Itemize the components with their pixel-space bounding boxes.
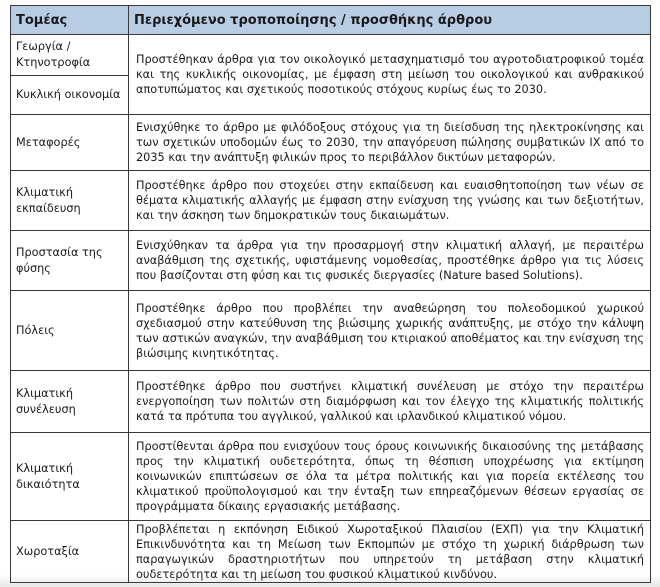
content-text: Ενισχύθηκαν τα άρθρα για την προσαρμογή στην κλιματική αλλαγή, με περαιτέρω αναβάθμιση της σχετικής, υφιστάμενης νομοθεσίας, προστέθηκε άρθρο για τις λύσεις που βασίζονται στη φύση και τις φυσικές διεργασίες (Nature based Solutions). — [136, 239, 644, 282]
sector-cell: Γεωργία / Κτηνοτροφία — [11, 35, 129, 76]
header-content: Περιεχόμενο τροποποίησης / προσθήκης άρθρου — [129, 6, 651, 35]
table-row — [11, 35, 651, 76]
content-cell — [129, 291, 651, 371]
sector-cell: Κυκλική οικονομία — [11, 76, 129, 115]
table-header-row — [11, 6, 651, 35]
table-row — [11, 371, 651, 433]
content-text: Προβλέπεται η εκπόνηση Ειδικού Χωροταξικού Πλαισίου (ΕΧΠ) για την Κλιματική Επικινδυνότητα και τη Μείωση των Εκπομπών με στόχο τη χωρική διάρθρωση των παραγωγικών δραστηριοτήτων που υπηρετούν τη μετάβαση στην κλιματική ουδετερότητα και τη μείωση του φυσικού κλιματικού κινδύνου. — [136, 522, 644, 581]
content-cell — [129, 115, 651, 171]
content-cell — [129, 521, 651, 583]
content-cell — [129, 35, 651, 115]
content-cell — [129, 371, 651, 433]
sector-cell: Χωροταξία — [11, 521, 129, 583]
table-row — [11, 115, 651, 171]
sector-cell: Κλιματική δικαιότητα — [11, 433, 129, 521]
table-row — [11, 521, 651, 583]
sector-cell: Μεταφορές — [11, 115, 129, 171]
content-text: Προστέθηκε άρθρο που συστήνει κλιματική συνέλευση με στόχο την περαιτέρω ενεργοποίηση των πολιτών στη διαμόρφωση και τον έλεγχο της κλιματικής πολιτικής κατά τα πρότυπα του αγγλικού, γαλλικού και ιρλανδικού κλιματικού νόμου. — [136, 380, 644, 423]
content-cell — [129, 171, 651, 231]
content-text: Προστίθενται άρθρα που ενισχύουν τους όρους κοινωνικής δικαιοσύνης της μετάβασης προς την κλιματική ουδετερότητα, όπως τη θέσπιση υποχρέωσης για εκτίμηση κοινωνικών επιπτώσεων σε όλα τα μέτρα πολιτικής και για πορεία εκτέλεσης του κλιματικού προϋπολογισμού και την ένταξη των επηρεαζόμενων θέσεων εργασίας σε προγράμματα δίκαιης εργασιακής μετάβασης. — [136, 440, 644, 513]
table-row — [11, 231, 651, 291]
content-cell — [129, 231, 651, 291]
content-text: Προστέθηκε άρθρο που στοχεύει στην εκπαίδευση και ευαισθητοποίηση των νέων σε θέματα κλιματικής αλλαγής με έμφαση στην ενίσχυση της γνώσης και των δεξιοτήτων, και την άσκηση των δημοκρατικών τους δικαιωμάτων. — [136, 179, 644, 222]
sector-cell: Προστασία της φύσης — [11, 231, 129, 291]
content-text: Ενισχύθηκε το άρθρο με φιλόδοξους στόχους για τη διείσδυση της ηλεκτροκίνησης και των σχετικών υποδομών έως το 2030, την απαγόρευση πώλησης συμβατικών ΙΧ από το 2035 και την ανάπτυξη φιλικών προς το περιβάλλον δικτύων μεταφορών. — [136, 121, 644, 164]
sector-cell: Κλιματική συνέλευση — [11, 371, 129, 433]
table-row — [11, 433, 651, 521]
table-row — [11, 171, 651, 231]
content-cell — [129, 433, 651, 521]
content-text: Προστέθηκαν άρθρα για τον οικολογικό μετασχηματισμό του αγροτοδιατροφικού τομέα και της κυκλικής οικονομίας, με έμφαση στη μείωση του οικολογικού και ανθρακικού αποτυπώματος και σχετικούς ποσοτικούς στόχους κυρίως έως το 2030. — [136, 53, 644, 96]
table-row — [11, 291, 651, 371]
sector-cell: Κλιματική εκπαίδευση — [11, 171, 129, 231]
content-text: Προστέθηκε άρθρο που προβλέπει την αναθεώρηση του πολεοδομικού χωρικού σχεδιασμού στην κατεύθυνση της βιώσιμης χωρικής ανάπτυξης, με στόχο την κάλυψη των αστικών αναγκών, την αναβάθμιση του κτιριακού αποθέματος και την ενίσχυση της βιώσιμης κινητικότητας. — [136, 301, 644, 360]
sector-cell: Πόλεις — [11, 291, 129, 371]
amendments-table — [10, 5, 651, 583]
header-sector: Τομέας — [11, 6, 129, 35]
